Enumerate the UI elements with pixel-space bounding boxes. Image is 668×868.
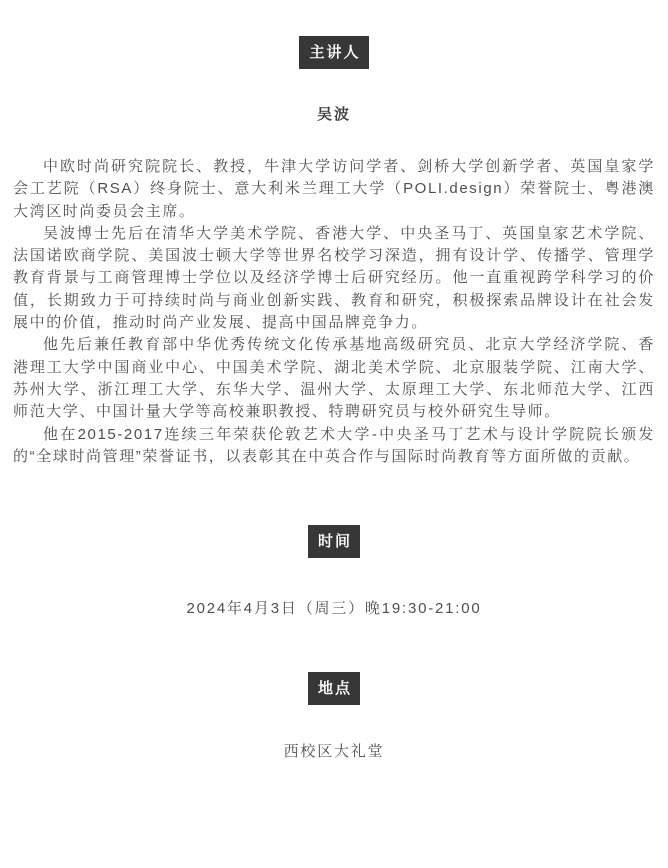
event-location: 西校区大礼堂 [283,743,385,761]
time-badge: 时间 [308,525,360,558]
time-section-header [13,525,655,558]
bio-paragraph: 他先后兼任教育部中华优秀传统文化传承基地高级研究员、北京大学经济学院、香港理工大学中国商业中心、中国美术学院、湖北美术学院、北京服装学院、江南大学、苏州大学、浙江理工大学、东华大学、温州大学、太原理工大学、东北师范大学、江西师范大学、中国计量大学等高校兼职教授、特聘研究员与校外研究生导师。 [13,336,655,421]
location-badge: 地点 [308,672,360,705]
speaker-section-header [13,36,655,69]
speaker-name: 吴波 [316,106,351,123]
bio-paragraph: 他在2015-2017连续三年荣获伦敦艺术大学-中央圣马丁艺术与设计学院院长颁发的“全球时尚管理”荣誉证书，以表彰其在中英合作与国际时尚教育等方面所做的贡献。 [13,425,655,465]
bio-paragraph: 吴波博士先后在清华大学美术学院、香港大学、中央圣马丁、英国皇家艺术学院、法国诺欧商学院、美国波士顿大学等世界名校学习深造，拥有设计学、传播学、管理学教育背景与工商管理博士学位以及经济学博士后研究经历。他一直重视跨学科学习的价值，长期致力于可持续时尚与商业创新实践、教育和研究，积极探索品牌设计在社会发展中的价值，推动时尚产业发展、提高中国品牌竞争力。 [13,224,655,332]
event-time: 2024年4月3日（周三）晚19:30-21:00 [186,600,482,618]
speaker-badge: 主讲人 [299,36,368,69]
location-section-header [13,672,655,705]
speaker-bio [13,156,655,468]
bio-paragraph: 中欧时尚研究院院长、教授，牛津大学访问学者、剑桥大学创新学者、英国皇家学会工艺院（RSA）终身院士、意大利米兰理工大学（POLI.design）荣誉院士、粤港澳大湾区时尚委员会主席。 [13,158,655,220]
